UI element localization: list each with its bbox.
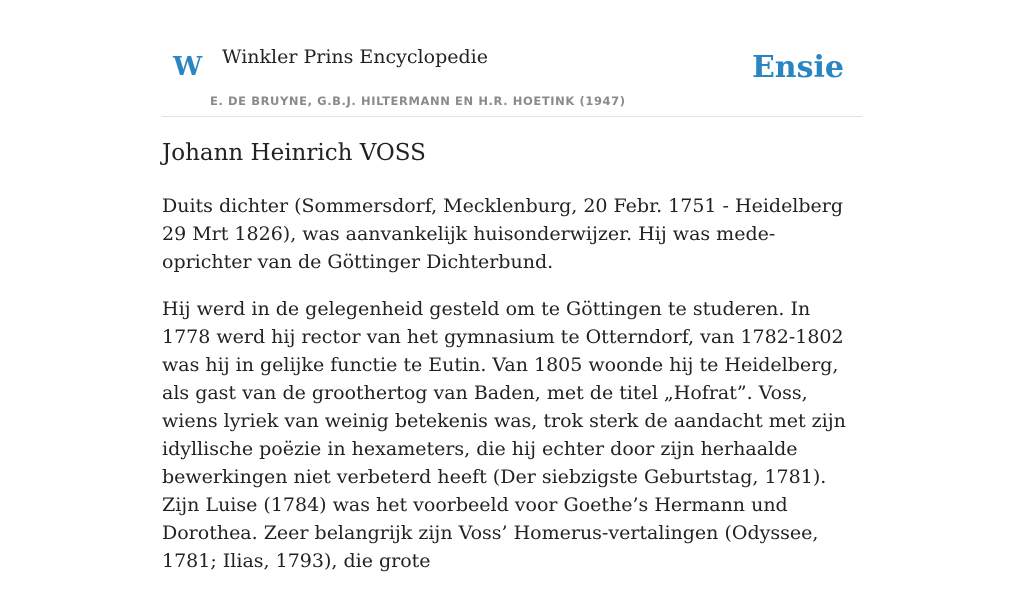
entry-paragraph: Duits dichter (Sommersdorf, Mecklenburg, 20 Febr. 1751 - Heidelberg 29 Mrt 1826), was aanvankelijk huisonderwijzer. Hij was mede-oprichter van de Göttinger Dichterbund. bbox=[162, 195, 844, 273]
authors-line: E. DE BRUYNE, G.B.J. HILTERMANN EN H.R. HOETINK (1947) bbox=[210, 94, 626, 108]
book-title[interactable]: Winkler Prins Encyclopedie bbox=[222, 46, 488, 68]
entry-paragraph: Hij werd in de gelegenheid gesteld om te Göttingen te studeren. In 1778 werd hij rector van het gymnasium te Otterndorf, van 1782-1802 was hij in gelijke functie te Eutin. Van 1805 woonde hij te Heidelberg, als gast van de groothertog van Baden, met de titel „Hofrat”. Voss, wiens lyriek van weinig betekenis was, trok sterk de aandacht met zijn idyllische poëzie in hexameters, die hij echter door zijn herhaalde bewerkingen niet verbeterd heeft (Der siebzigste Geburtstag, 1781). Zijn Luise (1784) was het voorbeeld voor Goethe’s Hermann und Dorothea. Zeer belangrijk zijn Voss’ Homerus-vertalingen (Odyssee, 1781; Ilias, 1793), die grote bbox=[162, 298, 846, 572]
ensie-logo[interactable]: Ensie bbox=[751, 50, 844, 85]
entry-title: Johann Heinrich VOSS bbox=[162, 140, 426, 166]
winkler-prins-logo-icon[interactable]: W bbox=[173, 52, 203, 82]
entry-body bbox=[162, 192, 862, 594]
header bbox=[162, 0, 862, 117]
